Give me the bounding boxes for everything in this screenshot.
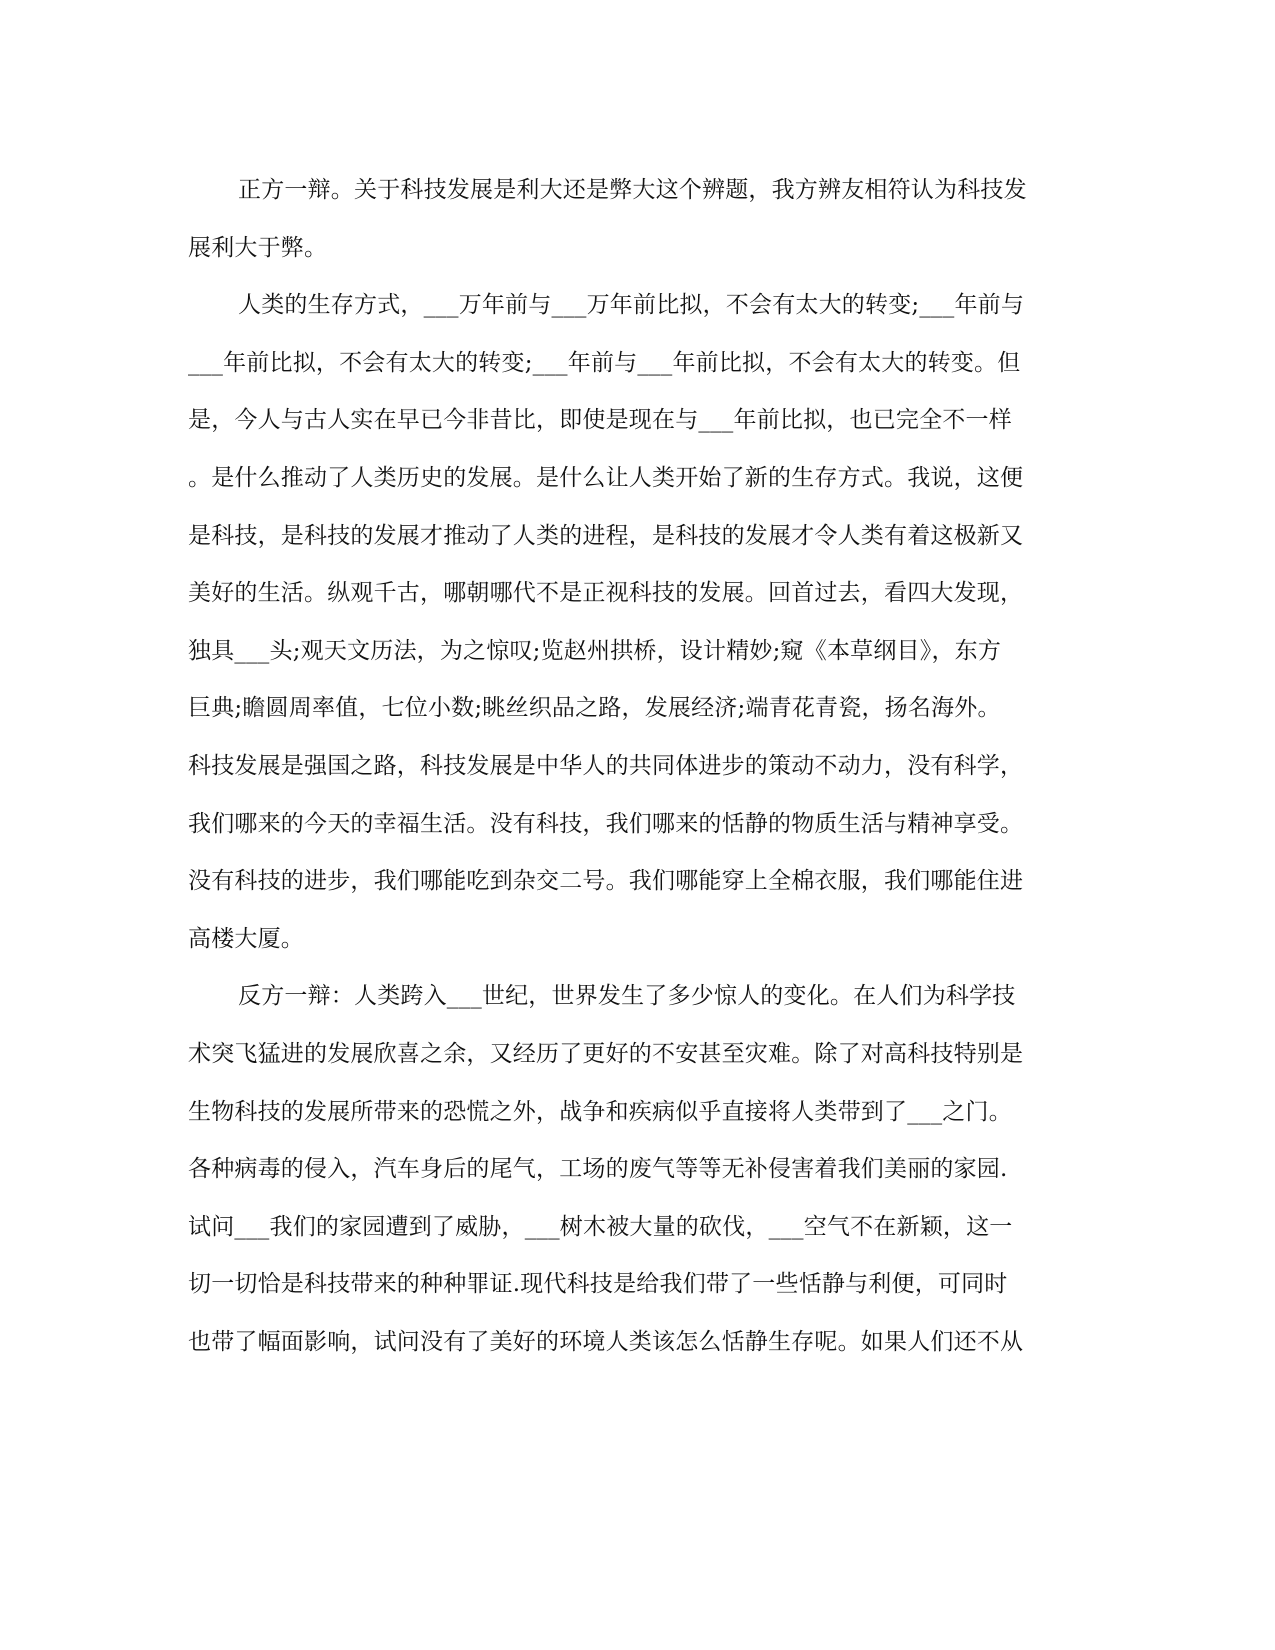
text-line: 人类的生存方式，___万年前与___万年前比拟，不会有太大的转变;___年前与 (238, 292, 1025, 319)
text-line: 是，今人与古人实在早已今非昔比，即使是现在与___年前比拟，也已完全不一样 (188, 407, 1012, 434)
text-line: 试问___我们的家园遭到了威胁，___树木被大量的砍伐，___空气不在新颖，这一 (188, 1213, 1013, 1240)
text-line: 正方一辩。关于科技发展是利大还是弊大这个辨题，我方辨友相符认为科技发 (238, 177, 1027, 203)
text-line: 是科技，是科技的发展才推动了人类的进程，是科技的发展才令人类有着这极新又 (188, 522, 1024, 549)
text-line: 生物科技的发展所带来的恐慌之外，战争和疾病似乎直接将人类带到了___之门。 (188, 1098, 1012, 1125)
text-line: 我们哪来的今天的幸福生活。没有科技，我们哪来的恬静的物质生活与精神享受。 (188, 810, 1024, 837)
paragraph-affirmative-argument (188, 277, 1088, 968)
text-line: ___年前比拟，不会有太大的转变;___年前与___年前比拟，不会有太大的转变。但 (188, 349, 1021, 376)
text-line: 。是什么推动了人类历史的发展。是什么让人类开始了新的生存方式。我说，这便 (188, 464, 1024, 491)
body-text (188, 162, 1088, 1371)
text-line: 展利大于弊。 (188, 234, 328, 261)
text-line: 美好的生活。纵观千古，哪朝哪代不是正视科技的发展。回首过去，看四大发现， (188, 580, 1024, 607)
text-line: 没有科技的进步，我们哪能吃到杂交二号。我们哪能穿上全棉衣服，我们哪能住进 (188, 868, 1024, 895)
text-line: 也带了幅面影响，试问没有了美好的环境人类该怎么恬静生存呢。如果人们还不从 (188, 1328, 1024, 1355)
text-line: 反方一辩：人类跨入___世纪，世界发生了多少惊人的变化。在人们为科学技 (238, 983, 1016, 1010)
paragraph-negative-opening (188, 968, 1088, 1371)
text-line: 各种病毒的侵入，汽车身后的尾气，工场的废气等等无补侵害着我们美丽的家园. (188, 1156, 1008, 1183)
text-line: 切一切恰是科技带来的种种罪证.现代科技是给我们带了一些恬静与利便，可同时 (188, 1271, 1008, 1298)
text-line: 独具___头;观天文历法，为之惊叹;览赵州拱桥，设计精妙;窥《本草纲目》，东方 (188, 637, 1002, 664)
text-line: 术突飞猛进的发展欣喜之余，又经历了更好的不安甚至灾难。除了对高科技特别是 (188, 1040, 1024, 1067)
paragraph-affirmative-opening (188, 162, 1088, 277)
text-line: 高楼大厦。 (188, 925, 304, 952)
text-line: 巨典;瞻圆周率值，七位小数;眺丝织品之路，发展经济;端青花青瓷，扬名海外。 (188, 695, 1001, 722)
text-line: 科技发展是强国之路，科技发展是中华人的共同体进步的策动不动力，没有科学， (188, 752, 1024, 779)
